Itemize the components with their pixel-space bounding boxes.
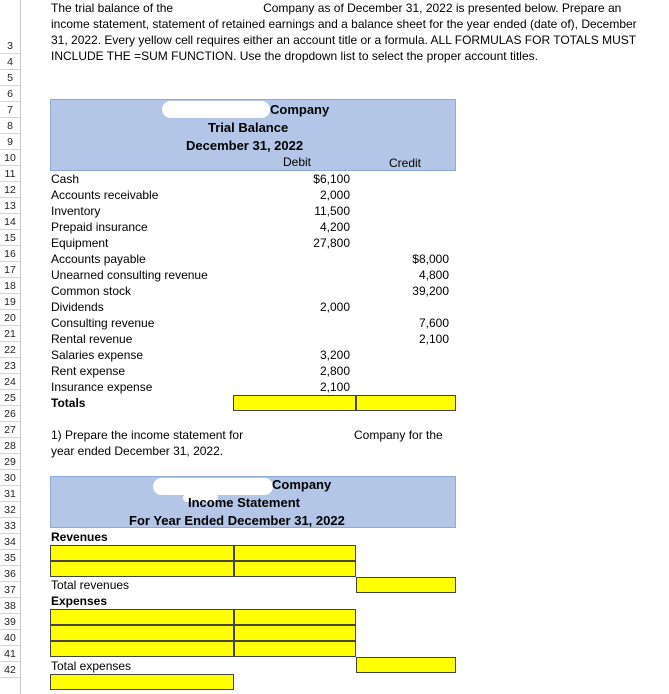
total-expenses-label: Total expenses [51, 659, 132, 673]
row-number[interactable]: 38 [0, 598, 20, 614]
total-revenues-label: Total revenues [51, 578, 130, 592]
expense-amount-1[interactable] [234, 609, 356, 625]
account-name: Equipment [51, 236, 109, 250]
total-debit-cell[interactable] [233, 395, 356, 411]
task1-company-suffix: Company for the [354, 428, 443, 442]
account-name: Rental revenue [51, 332, 133, 346]
instructions-part2: Company as of December 31, 2022 is presented below. Prepare an income statement, statement of retained earnings and a balance sheet for the year ended (date of), December 31, 2022. Every yellow cell requires either an account title or a formula. ALL FORMULAS FOR TOTALS MUST INCLUDE THE =SUM FUNCTION. Use the dropdown list to select the proper account titles. [51, 1, 637, 63]
trial-balance-company: Company [270, 102, 330, 117]
instructions-text [51, 0, 656, 64]
account-name: Unearned consulting revenue [51, 268, 208, 282]
row-number[interactable]: 9 [0, 134, 20, 150]
row-number[interactable]: 10 [0, 150, 20, 166]
debit-amount: 2,100 [319, 380, 350, 394]
row-number[interactable]: 24 [0, 374, 20, 390]
row-number[interactable]: 39 [0, 614, 20, 630]
row-number[interactable]: 27 [0, 422, 20, 438]
row-number[interactable]: 3 [0, 38, 20, 54]
debit-column-header: Debit [283, 155, 312, 169]
row-number[interactable]: 33 [0, 518, 20, 534]
debit-amount: 2,000 [319, 188, 350, 202]
row-number[interactable]: 5 [0, 70, 20, 86]
row-number[interactable]: 11 [0, 166, 20, 182]
account-name: Dividends [51, 300, 104, 314]
total-expenses-cell[interactable] [356, 657, 456, 673]
revenue-amount-1[interactable] [234, 545, 356, 561]
account-name: Cash [51, 172, 80, 186]
account-name: Rent expense [51, 364, 126, 378]
instructions-part1: The trial balance of the [51, 1, 174, 15]
row-number[interactable]: 25 [0, 390, 20, 406]
row-number[interactable]: 16 [0, 246, 20, 262]
row-number[interactable]: 8 [0, 118, 20, 134]
expense-amount-3[interactable] [234, 641, 356, 657]
credit-amount: 4,800 [418, 268, 449, 282]
account-name: Accounts receivable [51, 188, 159, 202]
totals-label: Totals [51, 396, 86, 410]
row-number[interactable]: 31 [0, 486, 20, 502]
row-number[interactable]: 14 [0, 214, 20, 230]
trial-balance-title: Trial Balance [208, 120, 289, 135]
account-name: Insurance expense [51, 380, 153, 394]
row-header-column [0, 0, 21, 694]
task1-line1: 1) Prepare the income statement for [51, 428, 244, 442]
debit-amount: 11,500 [314, 204, 350, 218]
row-number[interactable]: 7 [0, 102, 20, 118]
row-number[interactable]: 30 [0, 470, 20, 486]
account-name: Prepaid insurance [51, 220, 148, 234]
expense-amount-2[interactable] [234, 625, 356, 641]
revenue-amount-2[interactable] [234, 561, 356, 577]
row-number[interactable]: 40 [0, 630, 20, 646]
task1-line2: year ended December 31, 2022. [51, 444, 224, 458]
row-number[interactable]: 23 [0, 358, 20, 374]
row-number[interactable]: 21 [0, 326, 20, 342]
redaction-mark [162, 101, 270, 118]
debit-amount: 27,800 [313, 236, 350, 250]
debit-amount: 2,000 [319, 300, 350, 314]
row-number[interactable]: 42 [0, 662, 20, 678]
credit-amount: $8,000 [412, 252, 449, 266]
trial-balance-date: December 31, 2022 [186, 138, 304, 153]
row-number[interactable]: 36 [0, 566, 20, 582]
row-number[interactable]: 17 [0, 262, 20, 278]
account-name: Common stock [51, 284, 132, 298]
debit-amount: $6,100 [313, 172, 350, 186]
row-number[interactable]: 22 [0, 342, 20, 358]
net-income-label-cell[interactable] [50, 674, 234, 690]
row-number[interactable]: 34 [0, 534, 20, 550]
row-number[interactable]: 20 [0, 310, 20, 326]
row-number[interactable]: 41 [0, 646, 20, 662]
row-number[interactable]: 13 [0, 198, 20, 214]
income-statement-company: Company [272, 477, 332, 492]
credit-amount: 7,600 [418, 316, 449, 330]
row-number[interactable]: 26 [0, 406, 20, 422]
expense-account-1[interactable] [50, 609, 234, 625]
credit-column-header: Credit [389, 156, 422, 170]
redaction-mark-2 [153, 478, 273, 495]
income-statement-period: For Year Ended December 31, 2022 [129, 513, 345, 528]
account-name: Accounts payable [51, 252, 146, 266]
account-name: Salaries expense [51, 348, 144, 362]
row-number[interactable]: 4 [0, 54, 20, 70]
credit-amount: 39,200 [412, 284, 449, 298]
row-number[interactable]: 32 [0, 502, 20, 518]
row-number[interactable]: 15 [0, 230, 20, 246]
revenue-account-2[interactable] [50, 561, 234, 577]
expenses-label: Expenses [51, 594, 108, 608]
row-number[interactable]: 29 [0, 454, 20, 470]
row-number[interactable]: 18 [0, 278, 20, 294]
revenues-label: Revenues [51, 530, 108, 544]
debit-amount: 2,800 [319, 364, 350, 378]
total-revenues-cell[interactable] [356, 577, 456, 593]
account-name: Consulting revenue [51, 316, 155, 330]
income-statement-title: Income Statement [188, 495, 300, 510]
row-number[interactable]: 35 [0, 550, 20, 566]
debit-amount: 4,200 [319, 220, 350, 234]
row-number[interactable]: 6 [0, 86, 20, 102]
row-number[interactable]: 12 [0, 182, 20, 198]
row-number[interactable]: 19 [0, 294, 20, 310]
account-name: Inventory [51, 204, 101, 218]
row-number[interactable]: 28 [0, 438, 20, 454]
expense-account-2[interactable] [50, 625, 234, 641]
credit-amount: 2,100 [418, 332, 449, 346]
row-number[interactable]: 37 [0, 582, 20, 598]
total-credit-cell[interactable] [356, 395, 456, 411]
revenue-account-1[interactable] [50, 545, 234, 561]
expense-account-3[interactable] [50, 641, 234, 657]
debit-amount: 3,200 [319, 348, 350, 362]
